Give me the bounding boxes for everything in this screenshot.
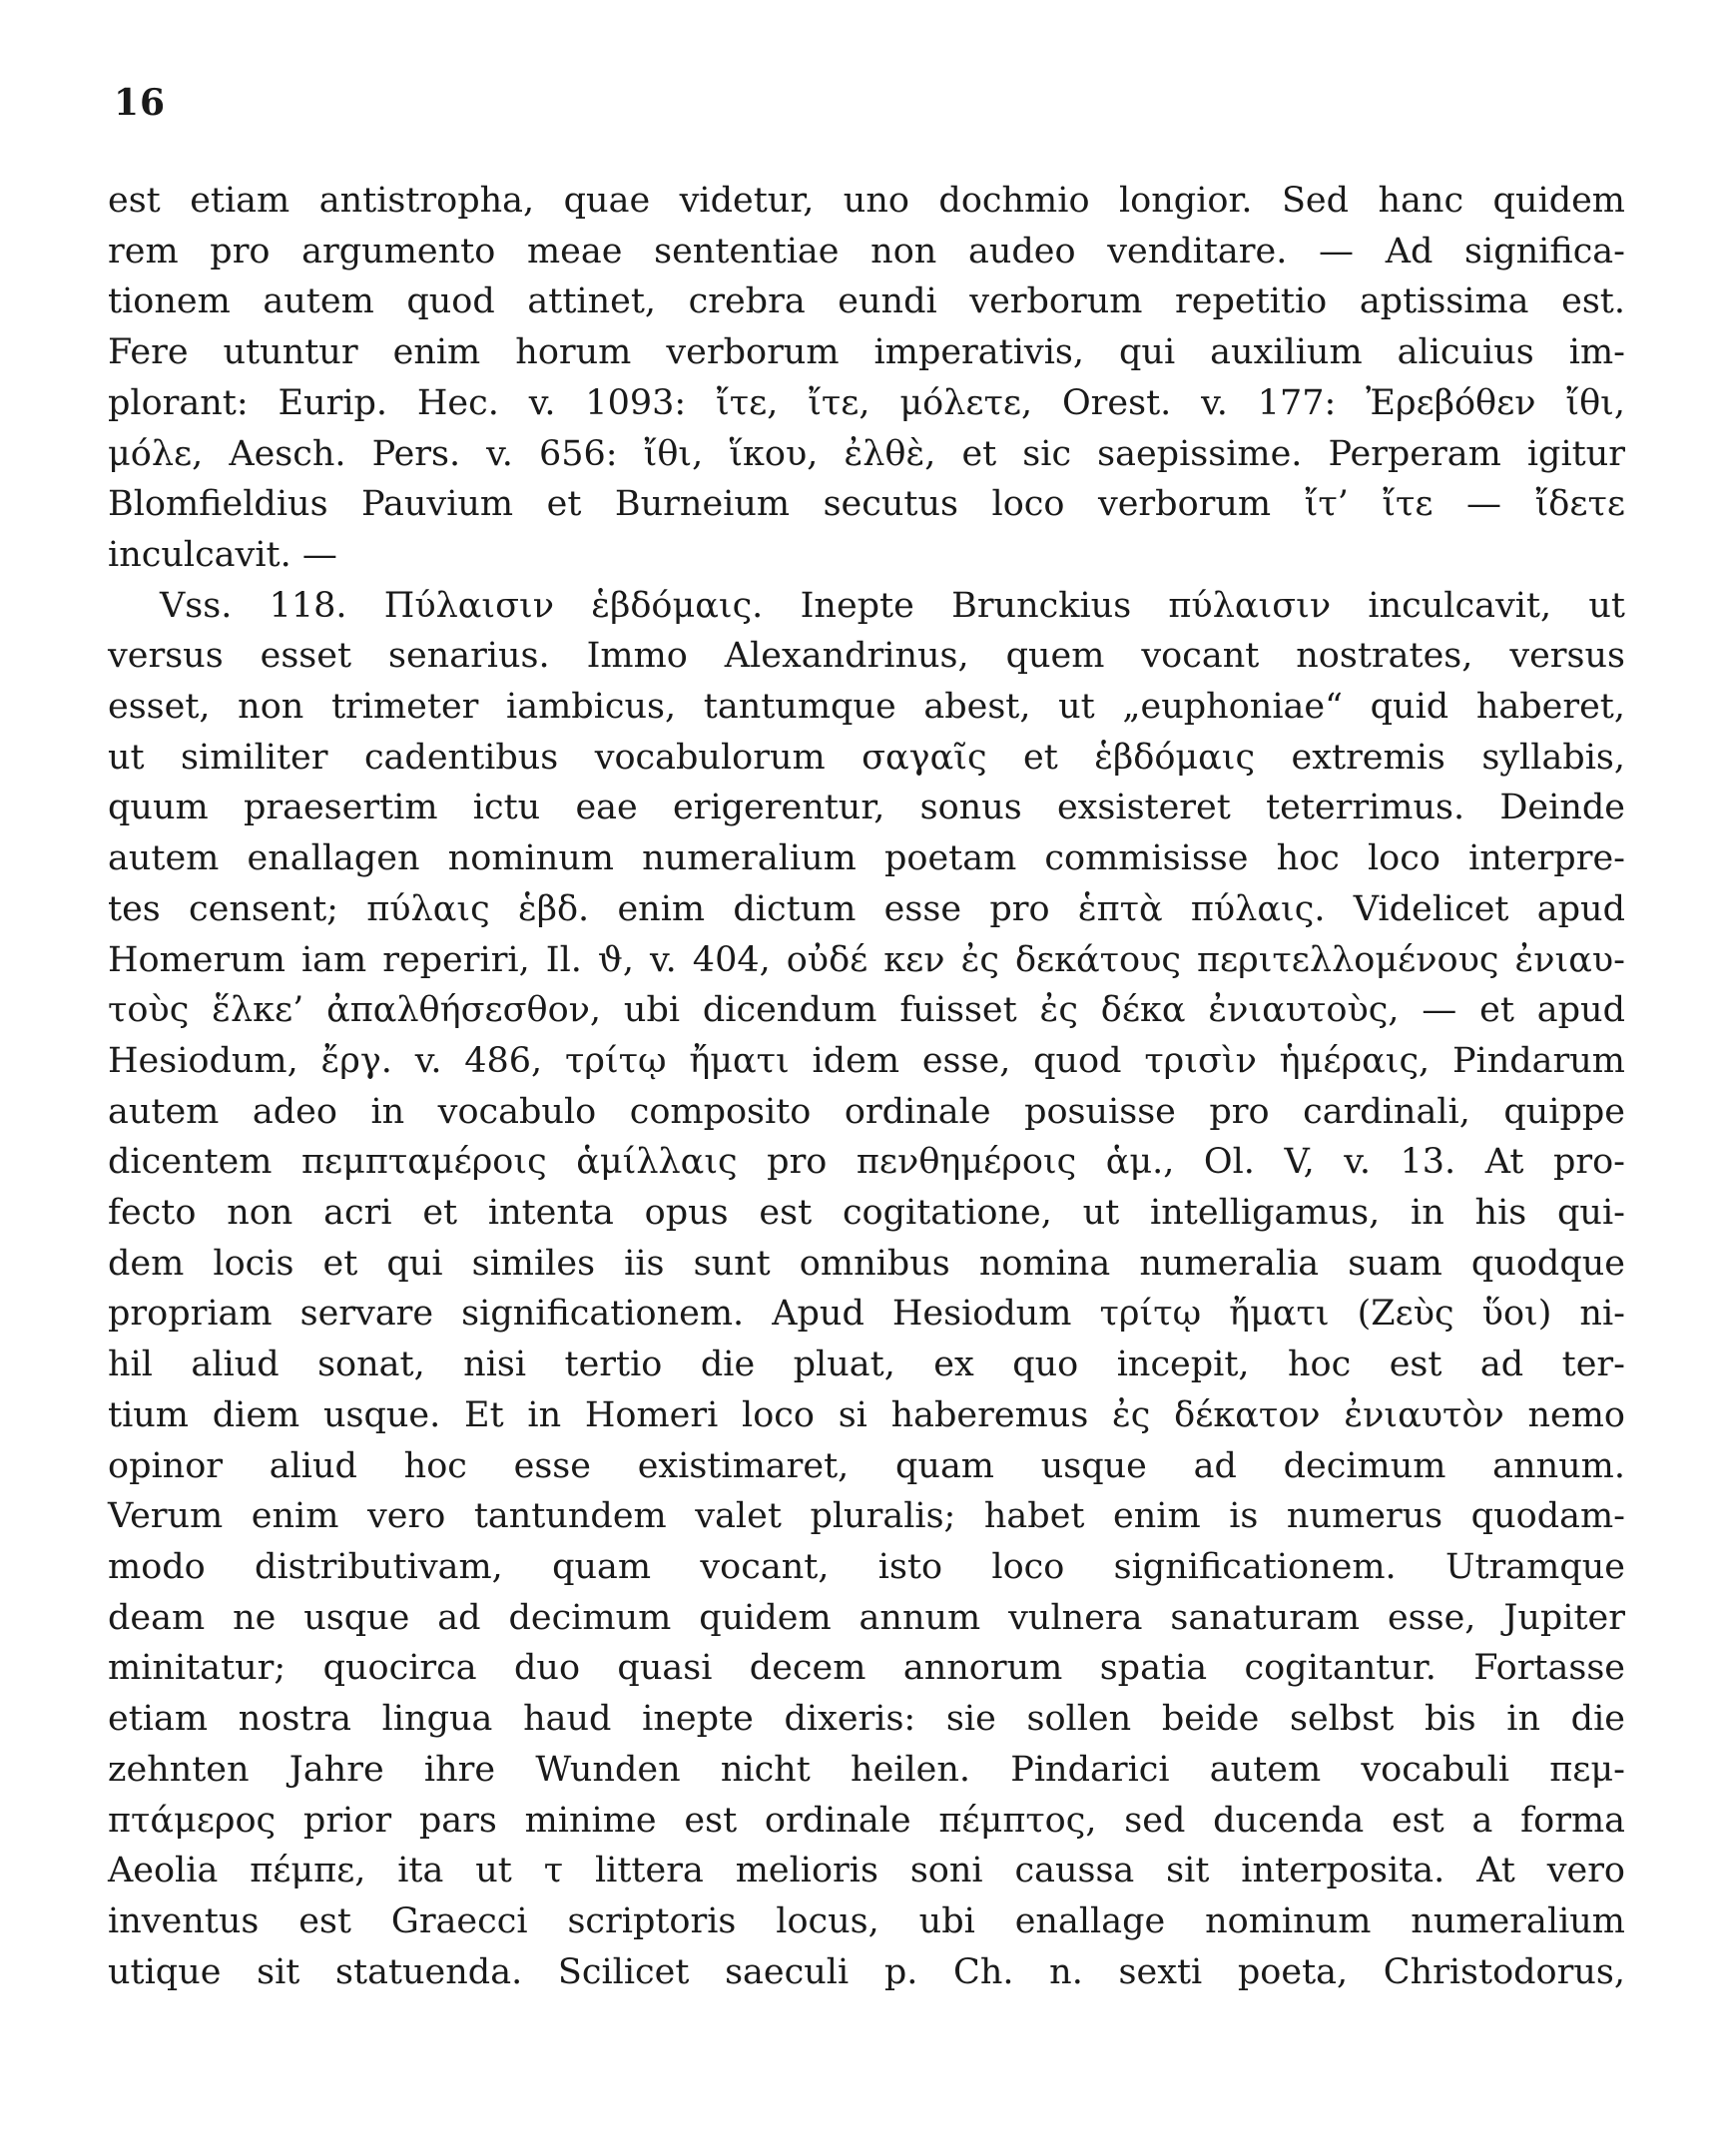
text-line: inculcavit. —	[108, 534, 337, 575]
text-line: Aeolia πέμπε, ita ut τ littera melioris soni caussa sit interposita. At vero	[108, 1851, 1625, 1891]
text-line: hil aliud sonat, nisi tertio die pluat, ex quo incepit, hoc est ad ter-	[108, 1345, 1625, 1385]
text-line: est etiam antistropha, quae videtur, uno dochmio longior. Sed hanc quidem	[108, 181, 1625, 221]
text-line: quum praesertim ictu eae erigerentur, sonus exsisteret teterrimus. Deinde	[108, 788, 1625, 828]
text-line: rem pro argumento meae sententiae non audeo venditare. — Ad significa-	[108, 231, 1625, 271]
text-line: Homerum iam reperiri, Il. ϑ, v. 404, οὐδέ κεν ἐς δεκάτους περιτελλομένους ἐνιαυ-	[108, 939, 1625, 980]
text-line: etiam nostra lingua haud inepte dixeris: sie sollen beide selbst bis in die	[108, 1699, 1625, 1740]
body-text	[108, 176, 1625, 1997]
text-line: Hesiodum, ἔργ. v. 486, τρίτῳ ἤματι idem esse, quod τρισὶν ἡμέραις, Pindarum	[108, 1040, 1625, 1081]
text-line: deam ne usque ad decimum quidem annum vulnera sanaturam esse, Jupiter	[108, 1597, 1625, 1638]
text-line: Verum enim vero tantundem valet pluralis; habet enim is numerus quodam-	[108, 1496, 1625, 1537]
text-line: autem enallagen nominum numeralium poetam commisisse hoc loco interpre-	[108, 838, 1625, 879]
text-line: zehnten Jahre ihre Wunden nicht heilen. Pindarici autem vocabuli πεμ-	[108, 1749, 1625, 1790]
text-line: plorant: Eurip. Hec. v. 1093: ἴτε, ἴτε, μόλετε, Orest. v. 177: Ἐρεβόθεν ἴθι,	[108, 382, 1625, 423]
text-line: dem locis et qui similes iis sunt omnibus nomina numeralia suam quodque	[108, 1243, 1625, 1284]
text-line: versus esset senarius. Immo Alexandrinus, quem vocant nostrates, versus	[108, 636, 1625, 677]
text-line: Blomfieldius Pauvium et Burneium secutus loco verborum ἴτ’ ἴτε — ἴδετε	[108, 484, 1625, 525]
text-line: opinor aliud hoc esse existimaret, quam usque ad decimum annum.	[108, 1445, 1625, 1486]
text-line: tes censent; πύλαις ἑβδ. enim dictum esse pro ἑπτὰ πύλαις. Videlicet apud	[108, 888, 1625, 929]
text-line: propriam servare significationem. Apud Hesiodum τρίτῳ ἤματι (Ζεὺς ὕοι) ni-	[108, 1294, 1625, 1335]
text-line: τοὺς ἕλκε’ ἀπαλθήσεσθον, ubi dicendum fuisset ἐς δέκα ἐνιαυτοὺς, — et apud	[108, 990, 1625, 1031]
text-line: fecto non acri et intenta opus est cogitatione, ut intelligamus, in his qui-	[108, 1193, 1625, 1234]
page-number: 16	[114, 82, 167, 124]
text-line: utique sit statuenda. Scilicet saeculi p. Ch. n. sexti poeta, Christodorus,	[108, 1951, 1625, 1992]
text-line: ut similiter cadentibus vocabulorum σαγαῖς et ἑβδόμαις extremis syllabis,	[108, 737, 1625, 778]
text-line: minitatur; quocirca duo quasi decem annorum spatia cogitantur. Fortasse	[108, 1648, 1625, 1689]
text-line: tionem autem quod attinet, crebra eundi verborum repetitio aptissima est.	[108, 281, 1625, 322]
text-line: Vss. 118. Πύλαισιν ἑβδόμαις. Inepte Brunckius πύλαισιν inculcavit, ut	[160, 585, 1625, 626]
text-line: inventus est Graecci scriptoris locus, ubi enallage nominum numeralium	[108, 1900, 1625, 1941]
text-line: Fere utuntur enim horum verborum imperativis, qui auxilium alicuius im-	[108, 332, 1625, 373]
text-line: μόλε, Aesch. Pers. v. 656: ἴθι, ἵκου, ἐλθὲ, et sic saepissime. Perperam igitur	[108, 433, 1625, 474]
text-line: esset, non trimeter iambicus, tantumque abest, ut „euphoniae“ quid haberet,	[108, 687, 1625, 728]
text-line: dicentem πεμπταμέροις ἁμίλλαις pro πενθημέροις ἁμ., Ol. V, v. 13. At pro-	[108, 1142, 1625, 1183]
text-line: autem adeo in vocabulo composito ordinale posuisse pro cardinali, quippe	[108, 1091, 1625, 1132]
text-line: πτάμερος prior pars minime est ordinale πέμπτος, sed ducenda est a forma	[108, 1800, 1625, 1841]
text-line: tium diem usque. Et in Homeri loco si haberemus ἐς δέκατον ἐνιαυτὸν nemo	[108, 1394, 1625, 1435]
text-line: modo distributivam, quam vocant, isto loco significationem. Utramque	[108, 1546, 1625, 1587]
